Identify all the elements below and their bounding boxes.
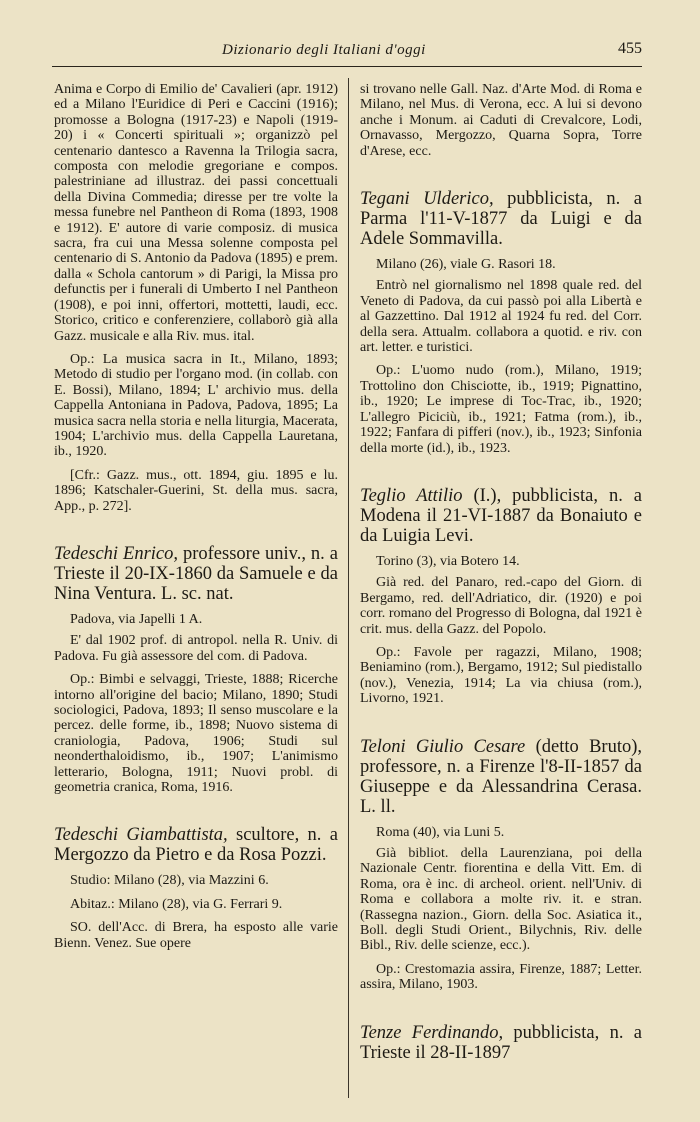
entry-body: SO. dell'Acc. di Brera, ha esposto alle varie Bienn. Venez. Sue opere: [54, 920, 338, 951]
entry-heading-tedeschi-giambattista: [54, 825, 338, 865]
entry-address: Padova, via Japelli 1 A.: [70, 611, 203, 627]
entry-continuation: si trovano nelle Gall. Naz. d'Arte Mod. di Roma e Milano, nel Mus. di Verona, ecc. A lui si devono anche i Monum. ai Caduti di Crevalcore, Lodi, Ornavasso, Mergozzo, Quarna Sopra, Torre d'Arese, ecc.: [360, 82, 642, 159]
works-list: Op.: La musica sacra in It., Milano, 1893; Metodo di studio per l'organo mod. (in collab. con E. Bossi), Milano, 1894; L' archivio mus. della Cappella Antoniana in Padova, Padova, 1895; La musica sacra nella storia e nella liturgia, Macerata, 1904; L'archivio mus. della Cappella Lauretana, ib., 1920.: [54, 351, 338, 460]
right-column: [360, 82, 642, 1071]
entry-heading-text: professore univ., n. a Trieste il 20-IX-1860 da Samuele e da Nina Ventura. L. sc. nat.: [54, 543, 338, 604]
works-list: Op.: Crestomazia assira, Firenze, 1887; Letter. assira, Milano, 1903.: [360, 961, 642, 993]
works-list: Op.: Bimbi e selvaggi, Trieste, 1888; Ricerche intorno all'origine del bacio; Milano, 1890; Studi sociologici, Padova, 1893; Il senso muscolare e la percez. delle forme, ib., 1898; Nuovo sistema di craniologia, Padova, 1906; Studi sul neonderthaloidismo, ib., 1907; L'animismo letterario, Bologna, 1911; Nuovi probl. di geometria cranica, Roma, 1916.: [54, 672, 338, 796]
entry-heading-text: pubblicista, n. a Parma l'11-V-1877 da Luigi e da Adele Sommavilla.: [360, 189, 642, 250]
entry-heading-tedeschi-enrico: [54, 544, 338, 604]
entry-continuation: Anima e Corpo di Emilio de' Cavalieri (apr. 1912) ed a Milano l'Euridice di Peri e Caccini (1916); promosse a Bologna (1917-23) e Napoli (1919-20) i « Concerti spirituali »; organizzò pel centenario dantesco a Ravenna la Trilogia sacra, composta con melodie gregoriane e compos. palestriniane ad illustraz. dei passi concettuali della Divina Commedia; diresse per tre volte la messa funebre nel Pantheon di Roma (1893, 1908 e 1912). E' autore di varie composiz. di musica sacra, fra cui una Messa solenne composta pel centenario di S. Antonio da Padova (1895) e prem. dalla « Schola cantorum » di Parigi, la Missa pro defunctis per i funerali di Umberto I nel Pantheon (1908), e poi inni, offertori, mottetti, laudi, ecc. Storico, critico e conferenziere, collaborò già alla Gazz. musicale e alla Riv. mus. ital.: [54, 82, 338, 344]
page-number: 455: [618, 40, 642, 57]
left-column: [54, 82, 338, 959]
entry-address: Torino (3), via Botero 14.: [376, 553, 520, 569]
column-divider: [348, 78, 349, 1098]
entry-name: Teloni Giulio Cesare: [360, 736, 526, 757]
entry-address: Roma (40), via Luni 5.: [376, 824, 505, 840]
entry-body: Già bibliot. della Laurenziana, poi della Nazionale Centr. fiorentina e della Vitt. Em. di Roma, ora è inc. di archeol. orient. nell'Univ. di Roma e collabora a molte riv. it. e stran. (Rassegna nazion., Giorn. della Soc. Asiatica it., Boll. degli Studi Orient., Bilychnis, Riv. delle Bibl., Riv. delle scienze, ecc.).: [360, 845, 642, 954]
entry-name: Teglio Attilio: [360, 485, 463, 506]
entry-heading-text: scultore, n. a Mergozzo da Pietro e da Rosa Pozzi.: [54, 825, 338, 866]
entry-body: E' dal 1902 prof. di antropol. nella R. Univ. di Padova. Fu già assessore del com. di Padova.: [54, 633, 338, 664]
entry-heading-text: pubblicista, n. a Trieste il 28-II-1897: [360, 1022, 642, 1063]
entry-heading-teglio-attilio: [360, 486, 642, 546]
entry-address: Milano (26), viale G. Rasori 18.: [376, 257, 556, 273]
works-list: Op.: Favole per ragazzi, Milano, 1908; Beniamino (rom.), Bergamo, 1912; Sul piedistallo (nov.), Venezia, 1914; La via chiusa (rom.), Livorno, 1921.: [360, 644, 642, 707]
entry-home-address: Abitaz.: Milano (28), via G. Ferrari 9.: [70, 896, 283, 912]
works-list: Op.: L'uomo nudo (rom.), Milano, 1919; Trottolino don Chisciotte, ib., 1919; Pignattino, ib., 1920; Le imprese di Toc-Trac, ib., 1920; L'allegro Piciciù, ib., 1921; Fatma (rom.), ib., 1922; Fanfara di pifferi (nov.), ib., 1923; Sinfonia della morte (id.), ib., 1923.: [360, 363, 642, 456]
entry-studio-address: Studio: Milano (28), via Mazzini 6.: [70, 873, 269, 889]
entry-name: Tegani Ulderico,: [360, 189, 494, 210]
entry-heading-tegani-ulderico: [360, 189, 642, 249]
entry-heading-text: (I.), pubblicista, n. a Modena il 21-VI-1887 da Bonaiuto e da Luigia Levi.: [360, 485, 643, 546]
entry-body: Entrò nel giornalismo nel 1898 quale red. del Veneto di Padova, da cui passò poi alla Libertà e al Gazzettino. Dal 1912 al 1924 fu red. del Corr. della sera. Attualm. collabora a quotid. e riv. con art. letter. e turistici.: [360, 278, 642, 356]
entry-name: Tedeschi Enrico,: [54, 543, 179, 564]
header-rule: [52, 66, 642, 67]
entry-name: Tedeschi Giambattista,: [54, 825, 228, 846]
entry-name: Tenze Ferdinando,: [360, 1022, 504, 1043]
references: [Cfr.: Gazz. mus., ott. 1894, giu. 1895 e lu. 1896; Katschaler-Guerini, St. della mus. sacra, App., p. 272].: [54, 467, 338, 514]
entry-heading-teloni-giulio-cesare: [360, 737, 642, 817]
running-title: Dizionario degli Italiani d'oggi: [222, 42, 426, 58]
running-header: [52, 40, 642, 62]
entry-heading-text: (detto Bruto), professore, n. a Firenze l'8-II-1857 da Giuseppe e da Alessandrina Cerasa. L. ll.: [360, 736, 642, 817]
entry-body: Già red. del Panaro, red.-capo del Giorn. di Bergamo, red. dell'Adriatico, dir. (1920) e poi corr. romano del Progresso di Bologna, dal 1921 è crit. mus. della Gazz. del Popolo.: [360, 575, 642, 637]
entry-heading-tenze-ferdinando: [360, 1023, 642, 1063]
